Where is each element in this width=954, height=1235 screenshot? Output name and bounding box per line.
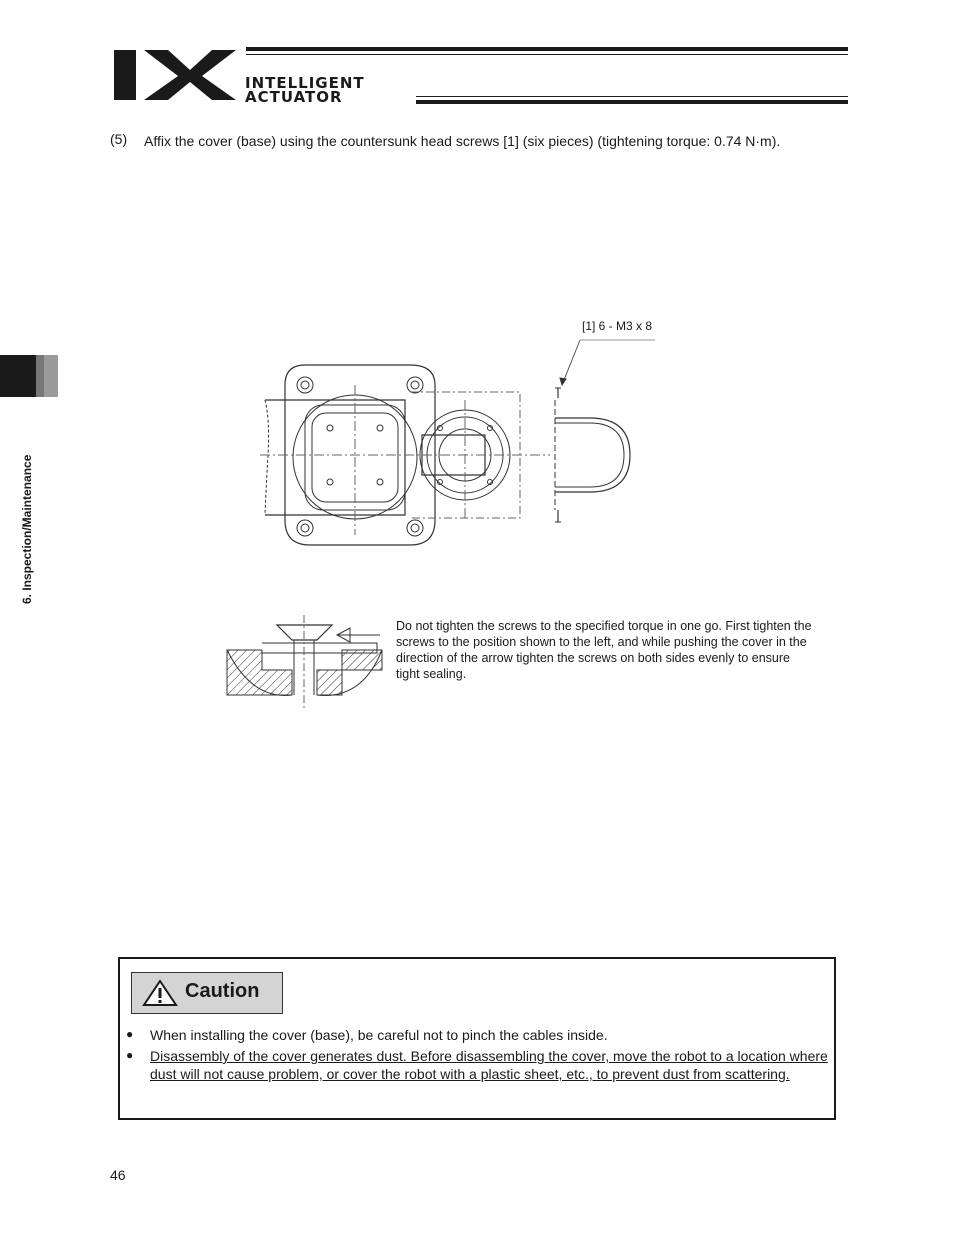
caution-item: When installing the cover (base), be careful not to pinch the cables inside.: [150, 1027, 608, 1043]
step-text: Affix the cover (base) using the countersunk head screws [1] (six pieces) (tightening torque: 0.74 N·m).: [144, 133, 781, 149]
chapter-tab-label: 6. Inspection/Maintenance: [20, 454, 34, 604]
header-rule: [246, 47, 848, 51]
chapter-tab-marker: [36, 355, 44, 397]
bullet-icon: ●: [126, 1027, 134, 1041]
warning-triangle-icon: [142, 979, 178, 1007]
caution-title: Caution: [185, 980, 260, 1002]
page-number: 46: [110, 1167, 126, 1183]
logo-text-line2: ACTUATOR: [245, 88, 343, 106]
bullet-icon: ●: [126, 1048, 134, 1062]
screw-callout-label: [1] 6 - M3 x 8: [582, 319, 653, 333]
header-rule: [246, 54, 848, 55]
detail-note-text: Do not tighten the screws to the specified torque in one go. First tighten the screws to the position shown to the left, and while pushing the cover in the direction of the arrow tighten the screws on both sides evenly to ensure tight sealing.: [396, 619, 812, 681]
chapter-tab-marker: [44, 355, 58, 397]
caution-item: Disassembly of the cover generates dust. Before disassembling the cover, move the robot to a location where dust will not cause problem, or cover the robot with a plastic sheet, etc., to prevent dust from scattering.: [150, 1048, 828, 1082]
logo-text-line1: INTELLIGENT: [245, 74, 365, 92]
caution-heading: [131, 972, 283, 1014]
cover-assembly-diagram: [260, 310, 680, 550]
chapter-tab-marker: [0, 355, 36, 397]
header-rule: [416, 96, 848, 97]
ix-logo-icon: [112, 46, 238, 102]
step-number: (5): [110, 131, 128, 147]
screw-detail-diagram: [222, 615, 387, 715]
header-rule: [416, 100, 848, 104]
